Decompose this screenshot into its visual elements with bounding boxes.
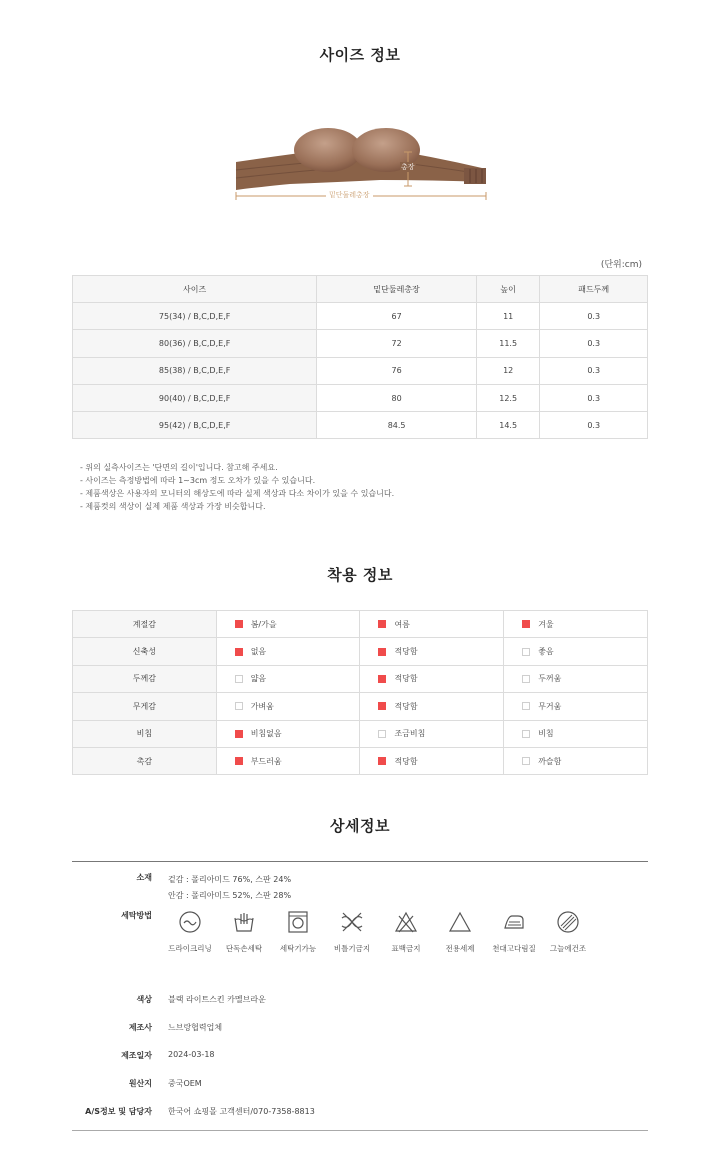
unchecked-box-icon [522,702,530,710]
height-cell: 12 [476,357,539,384]
unchecked-box-icon [522,675,530,683]
fit-option [504,638,648,665]
fit-option-label: 두꺼움 [538,674,562,684]
table-row [73,384,648,411]
fit-option-label: 봄/가을 [250,619,277,629]
fit-option-label: 적당함 [394,756,418,766]
detail-section-title: 상세정보 [330,817,390,835]
size-section-title: 사이즈 정보 [319,46,401,64]
fit-option-label: 가벼움 [250,701,274,711]
size-cell: 90(40) / B,C,D,E,F [73,384,317,411]
care-item-label: 세탁기가능 [279,944,317,953]
fit-option-label: 부드러움 [250,756,282,766]
unchecked-box-icon [522,757,530,765]
origin-label: 원산지 [128,1079,152,1088]
care-item-label: 드라이크리닝 [168,944,212,953]
size-table [72,275,648,439]
checked-box-icon [235,730,243,738]
table-row [73,303,648,330]
material-row [72,870,648,910]
checked-box-icon [378,702,386,710]
fit-option [360,665,504,692]
header-cell: 패드두께 [540,276,648,303]
pad-cell: 0.3 [540,330,648,357]
height-cell: 11.5 [476,330,539,357]
fit-option [360,747,504,774]
fit-option [504,611,648,638]
checked-box-icon [378,757,386,765]
length-cell: 84.5 [317,412,477,439]
no-bleach-triangle-icon [394,910,418,934]
fit-option [504,747,648,774]
care-item [268,910,328,954]
care-row [72,910,648,980]
care-item-label: 비틀기금지 [333,944,371,953]
checked-box-icon [522,620,530,628]
fit-option-label: 없음 [250,647,267,657]
care-item [214,910,274,954]
material-line: 겉감 : 폴리아미드 76%, 스판 24% [168,875,292,884]
fit-option-label: 까슬함 [538,756,562,766]
fit-row-label: 비침 [73,720,217,747]
pad-cell: 0.3 [540,357,648,384]
fit-option-label: 좋음 [538,647,554,657]
as-value: 한국어 쇼핑몰 고객센터/070-7358-8813 [168,1107,315,1116]
fit-row [73,665,648,692]
material-label: 소재 [136,873,152,882]
length-cell: 76 [317,357,477,384]
material-line: 안감 : 폴리아미드 52%, 스판 28% [168,891,292,900]
origin-value: 중국OEM [168,1079,202,1088]
no-bleach-icon [340,910,364,934]
care-item [538,910,598,954]
fit-option-label: 적당함 [394,647,418,657]
fit-option [360,720,504,747]
height-label: 총장 [401,163,415,171]
color-label: 색상 [136,995,152,1004]
note-item: - 제품컷의 색상이 실제 제품 색상과 가장 비슷합니다. [80,502,266,511]
bleach-triangle-icon [448,910,472,934]
fit-option [504,665,648,692]
fit-row-label: 두께감 [73,665,217,692]
fit-option [504,720,648,747]
unchecked-box-icon [235,675,243,683]
header-cell: 높이 [476,276,539,303]
unit-label: (단위:cm) [600,260,642,270]
length-cell: 72 [317,330,477,357]
checked-box-icon [378,675,386,683]
care-item [376,910,436,954]
size-cell: 75(34) / B,C,D,E,F [73,303,317,330]
size-notes [80,461,394,513]
care-item-label: 천대고다림질 [492,944,536,953]
checked-box-icon [235,757,243,765]
unchecked-box-icon [522,730,530,738]
fit-row [73,720,648,747]
pad-cell: 0.3 [540,412,648,439]
fit-row [73,747,648,774]
fit-option-label: 비침없음 [250,729,282,739]
size-cell: 85(38) / B,C,D,E,F [73,357,317,384]
care-item [322,910,382,954]
size-cell: 95(42) / B,C,D,E,F [73,412,317,439]
fit-row-label: 무게감 [73,693,217,720]
height-cell: 14.5 [476,412,539,439]
fit-row [73,638,648,665]
care-item [160,910,220,954]
height-cell: 11 [476,303,539,330]
table-row [73,357,648,384]
width-label: 밑단둘레총장 [326,190,373,200]
date-label: 제조일자 [121,1051,152,1060]
care-label: 세탁방법 [121,911,152,920]
care-item-label: 단독손세탁 [225,944,263,953]
checked-box-icon [378,648,386,656]
fit-option [216,747,360,774]
checked-box-icon [235,648,243,656]
table-row [73,330,648,357]
fit-option [360,611,504,638]
size-table-header [73,276,648,303]
care-item-label: 표백금지 [391,944,421,953]
care-item-label: 전용세제 [445,944,475,953]
shade-dry-icon [556,910,580,934]
fit-row [73,693,648,720]
pad-cell: 0.3 [540,384,648,411]
unchecked-box-icon [378,730,386,738]
header-cell: 밑단둘레총장 [317,276,477,303]
as-label: A/S정보 및 담당자 [85,1107,152,1116]
fit-option [216,720,360,747]
height-cell: 12.5 [476,384,539,411]
fit-option [216,611,360,638]
unchecked-box-icon [235,702,243,710]
fit-section-title: 착용 정보 [327,566,393,584]
hand-wash-icon [232,910,256,934]
fit-option [216,693,360,720]
date-value: 2024-03-18 [168,1050,215,1059]
table-row [73,412,648,439]
care-item-label: 그늘에건조 [549,944,587,953]
length-cell: 67 [317,303,477,330]
fit-option [216,665,360,692]
fit-option-label: 여름 [394,619,410,629]
fit-option [504,693,648,720]
fit-option-label: 비침 [538,729,554,739]
fit-option-label: 무거움 [538,701,562,711]
length-cell: 80 [317,384,477,411]
color-value: 블랙 라이트스킨 카멜브라운 [168,995,266,1004]
header-cell: 사이즈 [73,276,317,303]
unchecked-box-icon [522,648,530,656]
maker-value: 느브랑협력업체 [168,1023,223,1032]
detail-table [72,861,648,1131]
note-item: - 위의 실측사이즈는 '단면의 길이'입니다. 참고해 주세요. [80,463,278,472]
fit-option-label: 적당함 [394,701,418,711]
product-diagram [230,118,490,210]
fit-option-label: 겨울 [538,619,554,629]
fit-option [360,693,504,720]
note-item: - 제품색상은 사용자의 모니터의 해상도에 따라 실제 색상과 다소 차이가 있을 수 있습니다. [80,489,395,498]
fit-option-label: 적당함 [394,674,418,684]
dry-clean-icon [178,910,202,934]
note-item: - 사이즈는 측정방법에 따라 1~3cm 정도 오차가 있을 수 있습니다. [80,476,316,485]
size-cell: 80(36) / B,C,D,E,F [73,330,317,357]
maker-label: 제조사 [128,1023,152,1032]
checked-box-icon [235,620,243,628]
fit-option [216,638,360,665]
fit-row-label: 촉감 [73,747,217,774]
fit-row [73,611,648,638]
fit-option-label: 조금비침 [394,729,426,739]
washing-machine-icon [286,910,310,934]
fit-row-label: 계절감 [73,611,217,638]
pad-cell: 0.3 [540,303,648,330]
fit-option-label: 얇음 [250,674,267,684]
fit-option [360,638,504,665]
fit-table [72,610,648,775]
checked-box-icon [378,620,386,628]
care-item [430,910,490,954]
fit-row-label: 신축성 [73,638,217,665]
care-item [484,910,544,954]
iron-icon [502,910,526,934]
